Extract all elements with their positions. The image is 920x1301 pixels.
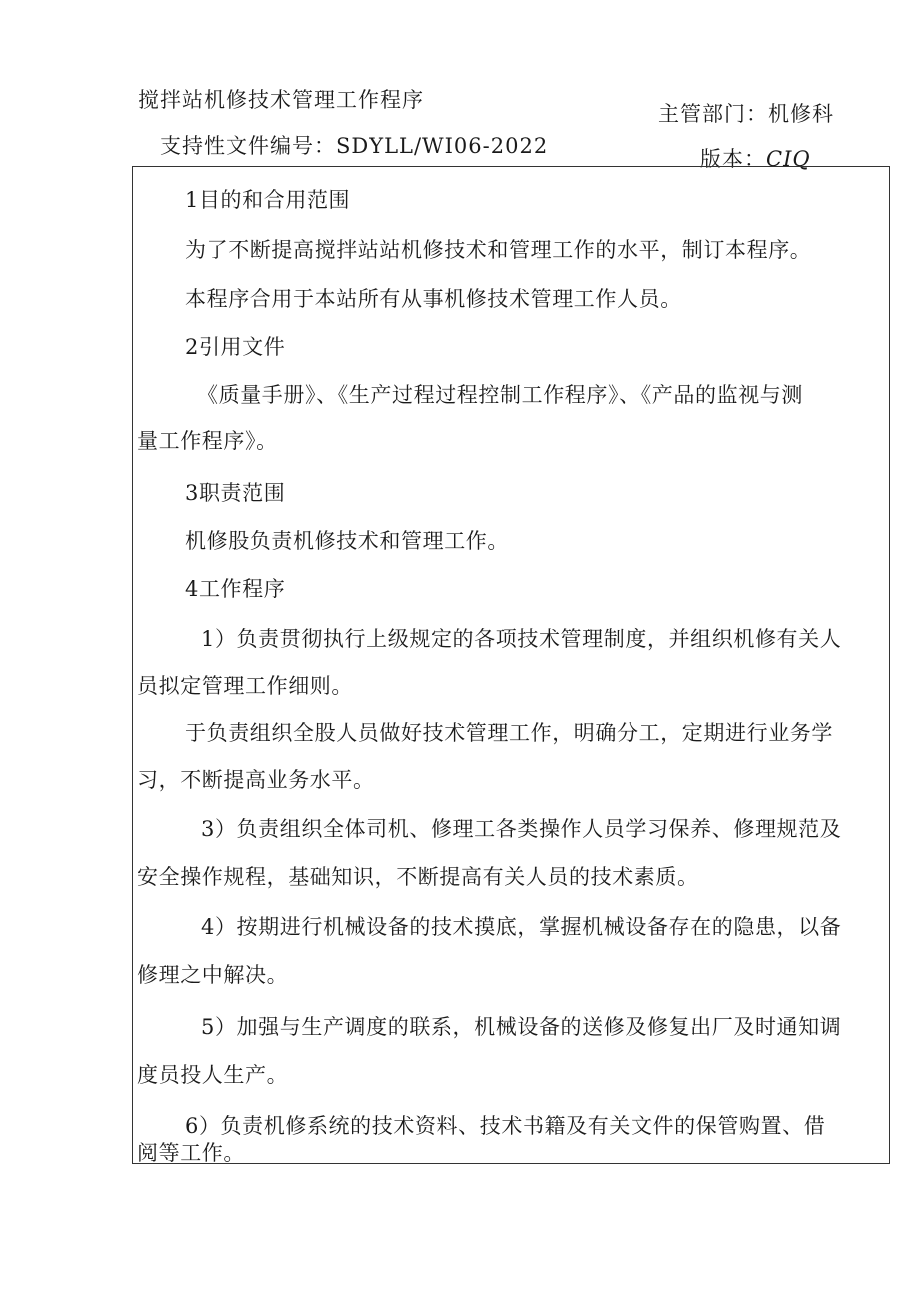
list-item-line: 度员投人生产。: [137, 1063, 289, 1087]
list-item-line: 4）按期进行机械设备的技术摸底，掌握机械设备存在的隐患，以备: [201, 915, 842, 939]
list-item-line: 习，不断提高业务水平。: [137, 768, 375, 792]
document-number: 支持性文件编号：SDYLL/WI06-2022: [160, 134, 549, 158]
section-4-heading: 4工作程序: [185, 577, 286, 601]
version-value: CIQ: [766, 147, 811, 171]
paragraph-line: 《质量手册》、《生产过程过程控制工作程序》、《产品的监视与测: [197, 383, 803, 407]
department: 主管部门：机修科: [658, 102, 834, 126]
list-item-line: 修理之中解决。: [137, 963, 289, 987]
list-item-line: 安全操作规程，基础知识，不断提高有关人员的技术素质。: [137, 865, 699, 889]
list-item-line: 3）负责组织全体司机、修理工各类操作人员学习保养、修理规范及: [201, 817, 842, 841]
list-item-line: 6）负责机修系统的技术资料、技术书籍及有关文件的保管购置、借: [185, 1114, 826, 1138]
paragraph-line: 本程序合用于本站所有从事机修技术管理工作人员。: [185, 287, 682, 311]
paragraph-line: 为了不断提高搅拌站站机修技术和管理工作的水平，制订本程序。: [185, 238, 812, 262]
list-item-line: 1）负责贯彻执行上级规定的各项技术管理制度，并组织机修有关人: [201, 627, 842, 651]
section-1-heading: 1目的和合用范围: [185, 188, 351, 212]
list-item-line: 5）加强与生产调度的联系，机械设备的送修及修复出厂及时通知调: [201, 1015, 842, 1039]
paragraph-line: 量工作程序》。: [137, 429, 278, 453]
content-box: [132, 166, 890, 1164]
section-3-heading: 3职责范围: [185, 481, 286, 505]
list-item-line: 阅等工作。: [137, 1141, 245, 1165]
document-title: 搅拌站机修技术管理工作程序: [138, 88, 424, 112]
version-label: 版本：: [700, 147, 766, 171]
paragraph-line: 机修股负责机修技术和管理工作。: [185, 529, 509, 553]
list-item-line: 员拟定管理工作细则。: [137, 674, 353, 698]
list-item-line: 于负责组织全股人员做好技术管理工作，明确分工，定期进行业务学: [185, 721, 833, 745]
section-2-heading: 2引用文件: [185, 335, 286, 359]
